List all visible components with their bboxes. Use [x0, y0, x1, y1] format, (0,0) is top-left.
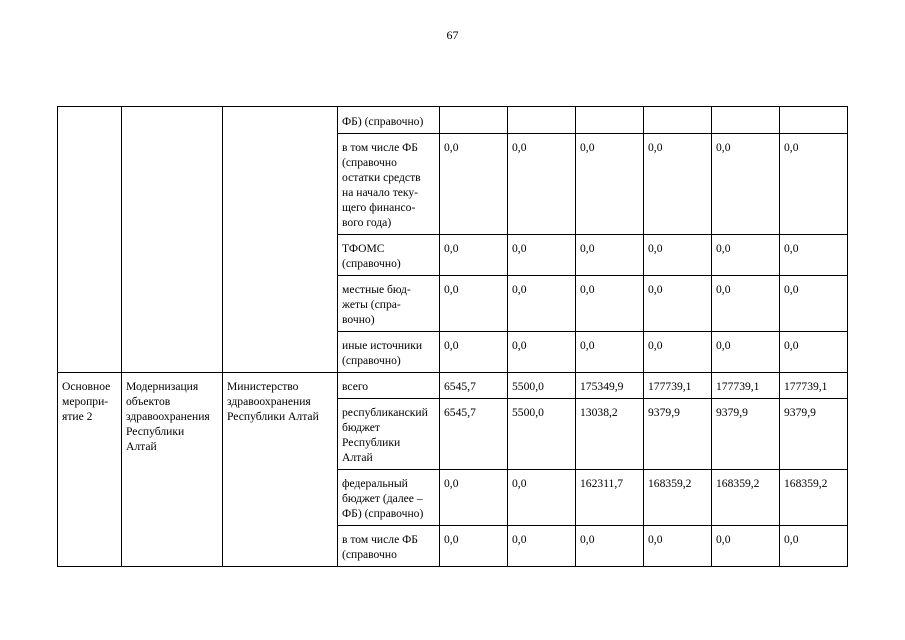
- value-cell: 175349,9: [576, 373, 644, 399]
- executor-cell-empty: [223, 107, 338, 373]
- value-cell: 0,0: [576, 332, 644, 373]
- source-cell: в том числе ФБ (справочно: [338, 526, 440, 567]
- value-cell: 0,0: [644, 332, 712, 373]
- value-cell: 5500,0: [508, 399, 576, 470]
- value-cell: 177739,1: [780, 373, 848, 399]
- value-cell: 177739,1: [712, 373, 780, 399]
- table-row: [58, 107, 848, 134]
- value-cell: 0,0: [644, 526, 712, 567]
- value-cell: 0,0: [508, 470, 576, 526]
- value-cell: 0,0: [440, 134, 508, 235]
- name-cell: Модернизация объектов здравоохранения Республики Алтай: [122, 373, 223, 567]
- value-cell: 0,0: [644, 235, 712, 276]
- executor-cell: Министерство здравоохранения Республики Алтай: [223, 373, 338, 567]
- value-cell: 0,0: [508, 276, 576, 332]
- value-cell: 9379,9: [780, 399, 848, 470]
- source-cell: всего: [338, 373, 440, 399]
- value-cell: 6545,7: [440, 399, 508, 470]
- value-cell: 0,0: [712, 235, 780, 276]
- value-cell: [644, 107, 712, 134]
- value-cell: 162311,7: [576, 470, 644, 526]
- value-cell: 177739,1: [644, 373, 712, 399]
- value-cell: 0,0: [576, 526, 644, 567]
- value-cell: 0,0: [508, 134, 576, 235]
- activity-cell-empty: [58, 107, 122, 373]
- value-cell: 0,0: [780, 235, 848, 276]
- value-cell: 0,0: [644, 134, 712, 235]
- value-cell: 0,0: [508, 332, 576, 373]
- name-cell-empty: [122, 107, 223, 373]
- value-cell: 5500,0: [508, 373, 576, 399]
- source-cell: ФБ) (справочно): [338, 107, 440, 134]
- value-cell: [440, 107, 508, 134]
- value-cell: 0,0: [508, 235, 576, 276]
- value-cell: 0,0: [780, 276, 848, 332]
- value-cell: 0,0: [780, 526, 848, 567]
- source-cell: федеральный бюджет (далее – ФБ) (справочно): [338, 470, 440, 526]
- value-cell: 0,0: [440, 276, 508, 332]
- value-cell: 0,0: [644, 276, 712, 332]
- value-cell: 0,0: [780, 332, 848, 373]
- value-cell: 6545,7: [440, 373, 508, 399]
- value-cell: 0,0: [440, 332, 508, 373]
- continuation-block: [58, 107, 848, 373]
- value-cell: 0,0: [576, 235, 644, 276]
- value-cell: 168359,2: [712, 470, 780, 526]
- source-cell: местные бюд- жеты (спра- вочно): [338, 276, 440, 332]
- value-cell: 0,0: [576, 276, 644, 332]
- value-cell: 168359,2: [644, 470, 712, 526]
- source-cell: иные источники (справочно): [338, 332, 440, 373]
- table-row: [58, 373, 848, 399]
- source-cell: в том числе ФБ (справочно остатки средств на начало теку- щего финансо- вого года): [338, 134, 440, 235]
- source-cell: ТФОМС (справочно): [338, 235, 440, 276]
- value-cell: [576, 107, 644, 134]
- value-cell: 9379,9: [644, 399, 712, 470]
- value-cell: 0,0: [712, 134, 780, 235]
- value-cell: 0,0: [712, 332, 780, 373]
- value-cell: 0,0: [440, 526, 508, 567]
- value-cell: 0,0: [440, 235, 508, 276]
- value-cell: 0,0: [576, 134, 644, 235]
- value-cell: 0,0: [508, 526, 576, 567]
- value-cell: [780, 107, 848, 134]
- activity-block: [58, 373, 848, 567]
- value-cell: 0,0: [712, 526, 780, 567]
- value-cell: 168359,2: [780, 470, 848, 526]
- value-cell: 13038,2: [576, 399, 644, 470]
- budget-table: [57, 106, 848, 567]
- value-cell: 0,0: [780, 134, 848, 235]
- value-cell: 0,0: [712, 276, 780, 332]
- value-cell: [508, 107, 576, 134]
- page-number: 67: [446, 28, 459, 42]
- value-cell: 9379,9: [712, 399, 780, 470]
- source-cell: республиканский бюджет Республики Алтай: [338, 399, 440, 470]
- value-cell: [712, 107, 780, 134]
- value-cell: 0,0: [440, 470, 508, 526]
- activity-cell: Основное меропри- ятие 2: [58, 373, 122, 567]
